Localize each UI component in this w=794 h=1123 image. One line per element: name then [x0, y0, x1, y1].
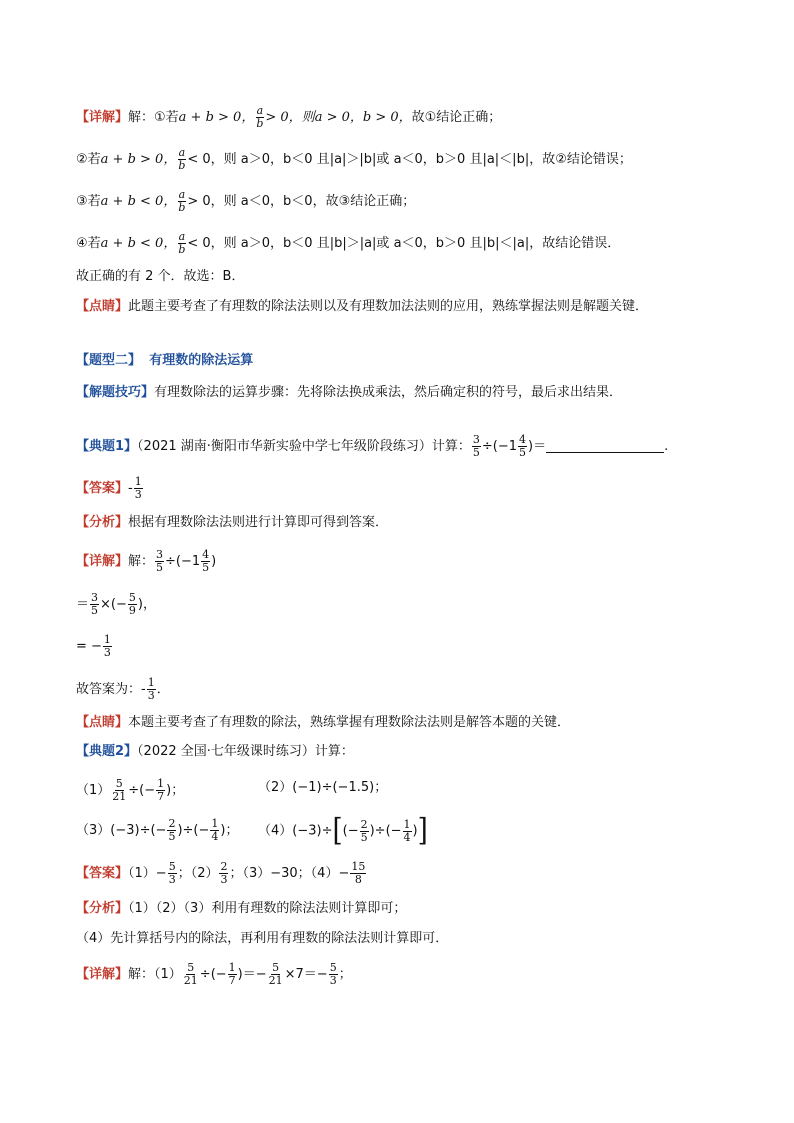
analysis-1: 【分析】根据有理数除法法则进行计算即可得到答案．	[76, 515, 389, 530]
fraction: $\frac{5}{3}$	[168, 860, 176, 886]
tag-comment: 【点睛】	[76, 299, 129, 314]
tag-detail: 【详解】	[76, 554, 129, 569]
tag-tip: 【解题技巧】	[76, 385, 155, 400]
tag-analysis: 【分析】	[76, 515, 129, 530]
detail-1-step-2: ＝ $\frac{3}{5}$ ×(− $\frac{5}{9}$ )，	[76, 591, 156, 617]
fraction: $\frac{5}{9}$	[128, 591, 136, 617]
fraction: $\frac{a}{b}$	[178, 188, 186, 214]
fraction: $\frac{1}{3}$	[134, 475, 142, 501]
analysis-2b: （4）先计算括号内的除法，再利用有理数的除法法则计算即可．	[76, 931, 449, 946]
fraction: $\frac{a}{b}$	[178, 146, 186, 172]
tag-detail: 【详解】	[76, 110, 129, 125]
example-2-part-4: （4）(−3)÷[(− $\frac{2}{5}$ )÷(− $\frac{1}{4}$ )]	[258, 813, 428, 849]
tag-type2: 【题型二】	[76, 353, 142, 368]
fraction: $\frac{2}{5}$	[360, 817, 368, 844]
fraction: $\frac{2}{3}$	[220, 860, 228, 886]
tag-ex1: 【典题1】	[76, 439, 138, 454]
tag-ex2: 【典题2】	[76, 744, 138, 759]
fraction: $\frac{1}{7}$	[157, 777, 165, 803]
answer-blank	[546, 440, 664, 453]
detail-line-1: 【详解】解：①若a + b > 0， $\frac{a}{b}$ > 0，则a > 0，b > 0，故①结论正确；	[76, 104, 502, 130]
detail-line-2: ②若a + b > 0， $\frac{a}{b}$ < 0，则 a＞0，b＜0 且|a|＞|b|或 a＜0，b＞0 且|a|＜|b|，故②结论错误；	[76, 146, 632, 172]
fraction: $\frac{3}{5}$	[156, 548, 164, 574]
fraction: $\frac{a}{b}$	[256, 104, 264, 130]
comment-line-2: 【点睛】本题主要考查了有理数的除法，熟练掌握有理数除法法则是解答本题的关键．	[76, 715, 571, 730]
example-2-part-2: （2）(−1)÷(−1.5)；	[258, 780, 388, 795]
analysis-2a: 【分析】（1）（2）（3）利用有理数的除法法则计算即可；	[76, 901, 407, 916]
tip-line: 【解题技巧】有理数除法的运算步骤：先将除法换成乘法，然后确定积的符号，最后求出结果．	[76, 385, 623, 400]
detail-line-4: ④若a + b < 0， $\frac{a}{b}$ < 0，则 a＞0，b＜0 且|b|＞|a|或 a＜0，b＞0 且|b|＜|a|，故结论错误．	[76, 230, 621, 256]
fraction: $\frac{1}{3}$	[103, 633, 111, 659]
section-heading	[76, 351, 253, 371]
comment-line-1: 【点睛】此题主要考查了有理数的除法法则以及有理数加法法则的应用，熟练掌握法则是解题关键．	[76, 299, 649, 314]
tag-answer: 【答案】	[76, 866, 129, 881]
right-bracket: ]	[417, 813, 428, 849]
fraction: $\frac{3}{5}$	[91, 591, 99, 617]
fraction: $\frac{1}{7}$	[228, 961, 236, 987]
fraction: $\frac{5}{21}$	[268, 961, 283, 987]
tag-answer: 【答案】	[76, 481, 129, 496]
fraction: $\frac{4}{5}$	[519, 433, 527, 459]
example-2-question: 【典题2】（2022 全国·七年级课时练习）计算：	[76, 744, 354, 759]
example-2-part-1: （1） $\frac{5}{21}$ ÷(− $\frac{1}{7}$ )；	[76, 777, 185, 803]
detail-1-step-3: = − $\frac{1}{3}$	[76, 633, 111, 659]
detail-1-final: 故答案为：- $\frac{1}{3}$ ．	[76, 676, 170, 702]
fraction: $\frac{a}{b}$	[178, 230, 186, 256]
fraction: $\frac{3}{5}$	[472, 433, 480, 459]
tag-detail: 【详解】	[76, 967, 129, 982]
fraction: $\frac{5}{3}$	[329, 961, 337, 987]
detail-1-step-1: 【详解】解： $\frac{3}{5}$ ÷(−1 $\frac{4}{5}$ )	[76, 548, 217, 574]
fraction: $\frac{1}{4}$	[403, 817, 411, 844]
tag-analysis: 【分析】	[76, 901, 129, 916]
fraction: $\frac{2}{5}$	[168, 817, 176, 843]
left-bracket: [	[332, 813, 343, 849]
answer-2: 【答案】（1）− $\frac{5}{3}$ ；（2） $\frac{2}{3}$ ；（3）−30；（4）− $\frac{15}{8}$	[76, 860, 366, 886]
tag-comment: 【点睛】	[76, 715, 129, 730]
fraction: $\frac{15}{8}$	[351, 860, 366, 886]
answer-1: 【答案】- $\frac{1}{3}$	[76, 475, 142, 501]
fraction: $\frac{1}{4}$	[211, 817, 219, 843]
detail-2-step-1: 【详解】解：（1） $\frac{5}{21}$ ÷(− $\frac{1}{7}$ )＝− $\frac{5}{21}$ ×7＝− $\frac{5}{3}$ ；	[76, 961, 352, 987]
fraction: $\frac{5}{21}$	[183, 961, 198, 987]
fraction: $\frac{5}{21}$	[112, 777, 127, 803]
section-title: 有理数的除法运算	[149, 353, 254, 368]
conclusion-line: 故正确的有 2 个．故选：B．	[76, 269, 245, 284]
example-2-part-3: （3）(−3)÷(− $\frac{2}{5}$ )÷(− $\frac{1}{4}$ )；	[76, 817, 239, 843]
fraction: $\frac{4}{5}$	[202, 548, 210, 574]
fraction: $\frac{1}{3}$	[147, 676, 155, 702]
example-1-question: 【典题1】（2021 湖南·衡阳市华新实验中学七年级阶段练习）计算： $\frac{3}{5}$ ÷(−1 $\frac{4}{5}$ )＝ .	[76, 433, 669, 459]
detail-line-3: ③若a + b < 0， $\frac{a}{b}$ > 0，则 a＜0，b＜0，故③结论正确；	[76, 188, 416, 214]
